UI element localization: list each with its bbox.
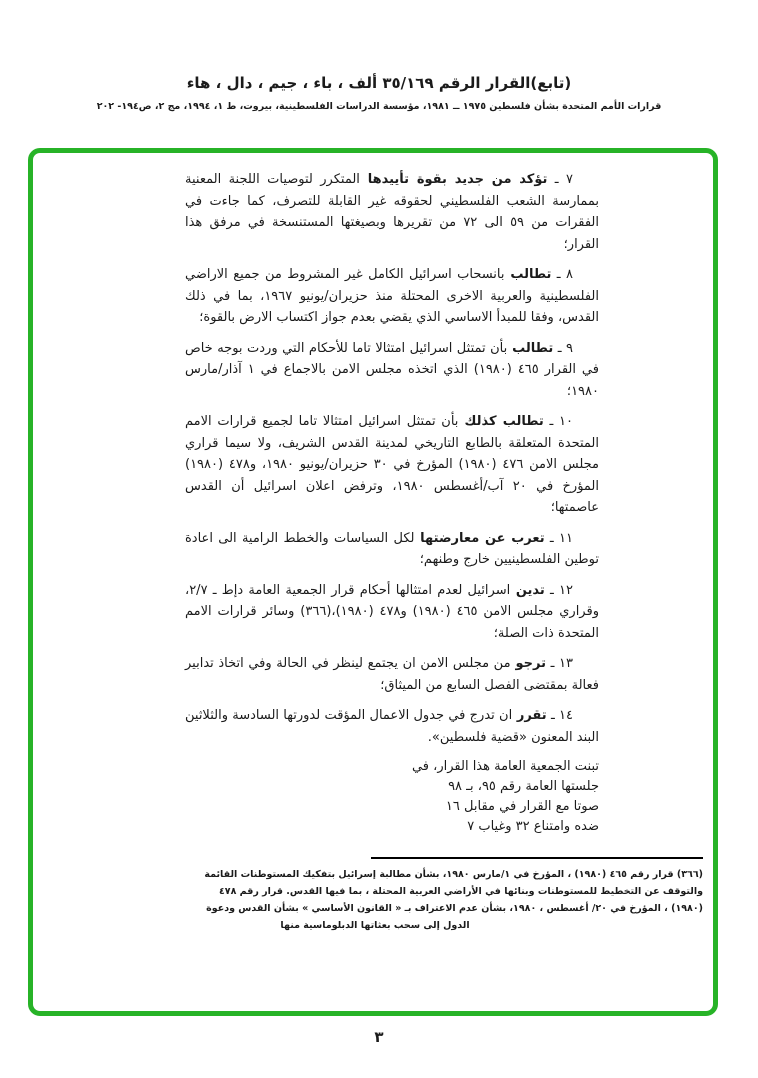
paragraph-body: بانسحاب اسرائيل الكامل غير المشروط من جميع الاراضي الفلسطينية والعربية الاخرى المحتلة منذ حزيران/يونيو ١٩٦٧، بما في ذلك القدس، وفقا للمبدأ الاساسي الذي يقضي بعدم جواز اكتساب الارض بالقوة؛: [185, 267, 599, 325]
document-source-line: قرارات الأمم المتحدة بشأن فلسطين ١٩٧٥ ــ ١٩٨١، مؤسسة الدراسات الفلسطينية، بيروت، ط ١، ١٩٩٤، مج ٢، ص١٩٤- ٢٠٢: [96, 101, 662, 112]
paragraph-number: ٨ ـ: [551, 267, 573, 282]
resolution-paragraph: [185, 264, 599, 329]
paragraph-lead: تطالب كذلك: [458, 414, 544, 429]
paragraph-lead: تدين: [510, 582, 545, 598]
paragraph-number: ٩ ـ: [553, 340, 573, 356]
resolution-paragraph: [185, 705, 599, 748]
footnote-line: (١٩٨٠) ، المؤرخ في ٢٠/ أغسطس ، ١٩٨٠، بشأن عدم الاعتراف بـ « القانون الأساسي » بشأن القدس ودعوة: [206, 903, 703, 914]
paragraph-body: اسرائيل لعدم امتثالها أحكام قرار الجمعية العامة دإط ـ ٢/٧، وقراري مجلس الامن ٤٦٥ (١٩٨٠) و٤٧٨ (١٩٨٠)،(٣٦٦) وسائر قرارات الامم المتحدة ذات الصلة؛: [185, 582, 599, 641]
adoption-line: تبنت الجمعية العامة هذا القرار، في: [411, 759, 599, 774]
adoption-note: [185, 757, 599, 837]
resolution-paragraph: [185, 411, 599, 519]
paragraph-body: المتكرر لتوصيات اللجنة المعنية بممارسة الشعب الفلسطيني لحقوقه غير القابلة للتصرف، كما جاءت في الفقرات من ٥٩ الى ٧٢ من تقريرها وبصيغتها المستنسخة في مرفق هذا القرار؛: [185, 172, 599, 252]
paragraph-number: ١٢ ـ: [544, 582, 574, 598]
adoption-line: جلستها العامة رقم ٩٥، بـ ٩٨: [448, 779, 599, 794]
paragraph-lead: تطالب: [504, 267, 552, 282]
adoption-line: صوتا مع القرار في مقابل ١٦: [445, 799, 599, 814]
paragraph-number: ١٤ ـ: [546, 708, 573, 723]
paragraph-body: ان تدرج في جدول الاعمال المؤقت لدورتها السادسة والثلاثين البند المعنون «قضية فلسطين».: [185, 708, 599, 745]
resolution-border-box: [28, 148, 718, 1016]
adoption-line: ضده وامتناع ٣٢ وغياب ٧: [467, 819, 599, 834]
paragraph-body: من مجلس الامن ان يجتمع لينظر في الحالة وفي اتخاذ تدابير فعالة بمقتضى الفصل السابع من الميثاق؛: [185, 656, 599, 693]
resolution-paragraph: [185, 528, 599, 571]
resolution-text: [185, 169, 599, 837]
footnote-line: (٣٦٦) قرار رقم ٤٦٥ (١٩٨٠) ، المؤرخ في ١/مارس ١٩٨٠، بشأن مطالبة إسرائيل بتفكيك المستوطنات القائمة: [204, 869, 703, 880]
paragraph-number: ٧ ـ: [547, 172, 573, 187]
paragraph-body: لكل السياسات والخطط الرامية الى اعادة توطين الفلسطينيين خارج وطنهم؛: [185, 530, 599, 567]
paragraph-lead: تؤكد من جديد بقوة تأييدها: [359, 172, 548, 187]
paragraph-body: بأن تمتثل اسرائيل امتثالا تاما لجميع قرارات الامم المتحدة المتعلقة بالطابع التاريخي لمدينة القدس الشريف، ولا سيما قراري مجلس الامن ٤٧٦ (١٩٨٠) المؤرخ في ٣٠ حزيران/يونيو ١٩٨٠، و٤٧٨ (١٩٨٠) المؤرخ في ٢٠ آب/أغسطس ١٩٨٠، وترفض اعلان اسرائيل أن القدس عاصمتها؛: [185, 414, 599, 515]
resolution-paragraph: [185, 169, 599, 255]
resolution-paragraphs: [185, 169, 599, 748]
paragraph-lead: تقرر: [512, 708, 547, 723]
resolution-paragraph: [185, 653, 599, 696]
document-title: (تابع)القرار الرقم ٣٥/١٦٩ ألف ، باء ، جيم ، دال ، هاء: [186, 74, 572, 92]
footnote-line: الدول إلى سحب بعثاتها الدبلوماسية منها: [280, 920, 470, 931]
paragraph-number: ١١ ـ: [544, 530, 573, 546]
document-header: [0, 74, 758, 112]
footnote-line: والتوقف عن التخطيط للمستوطنات وبنائها في الأراضي العربية المحتلة ، بما فيها القدس. قرار رقم ٤٧٨: [218, 886, 703, 897]
page-number: ٣: [374, 1028, 384, 1046]
paragraph-number: ١٠ ـ: [543, 414, 573, 429]
paragraph-number: ١٣ ـ: [546, 656, 573, 671]
resolution-paragraph: [185, 338, 599, 403]
paragraph-lead: ترجو: [510, 656, 547, 671]
paragraph-lead: تطالب: [507, 340, 554, 356]
footnote: [167, 857, 703, 934]
footnote-divider: [371, 857, 703, 859]
paragraph-lead: تعرب عن معارضتها: [414, 530, 545, 546]
footnote-text: [167, 866, 703, 934]
resolution-paragraph: [185, 580, 599, 645]
paragraph-body: بأن تمتثل اسرائيل امتثالا تاما للأحكام التي وردت بوجه خاص في القرار ٤٦٥ (١٩٨٠) الذي اتخذه مجلس الامن بالاجماع في ١ آذار/مارس ١٩٨٠؛: [185, 340, 599, 399]
